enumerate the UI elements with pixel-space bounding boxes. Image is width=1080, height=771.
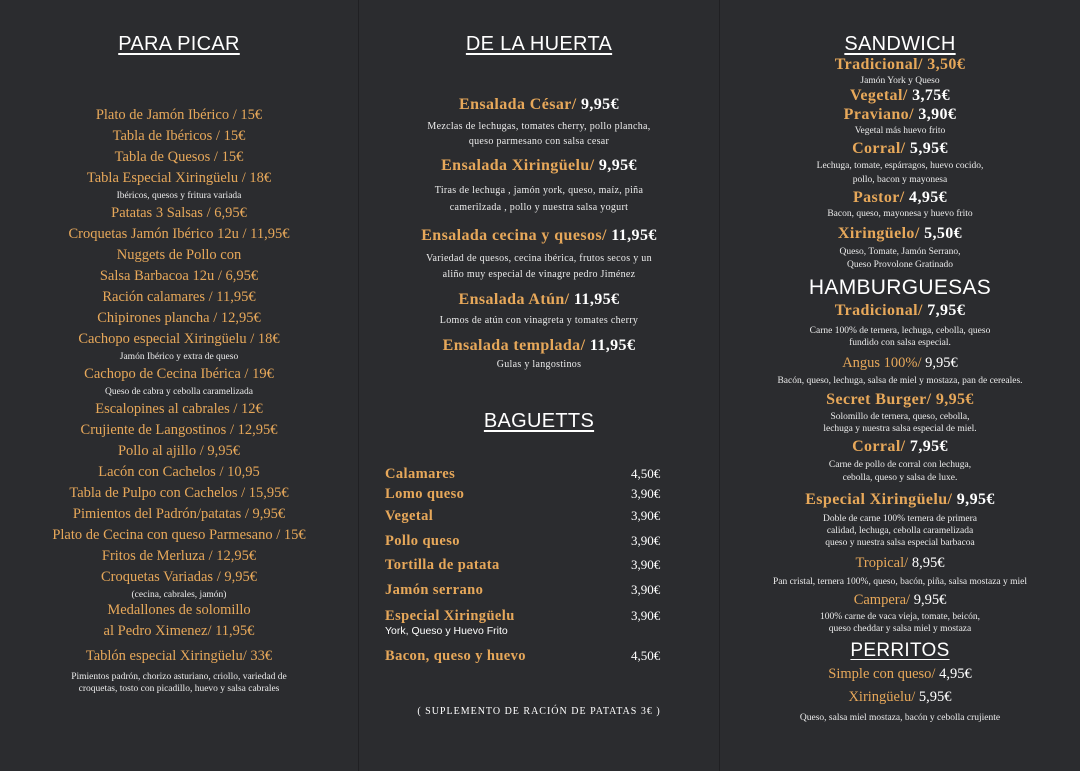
item-description: Pan cristal, ternera 100%, queso, bacón, piña, salsa mostaza y miel bbox=[772, 577, 1028, 587]
menu-item: Praviano/ 3,90€ bbox=[843, 106, 957, 123]
section-title: PERRITOS bbox=[850, 640, 950, 661]
item-description: camerilzada , pollo y nuestra salsa yogurt bbox=[449, 202, 629, 213]
item-description: queso parmesano con salsa cesar bbox=[468, 136, 610, 147]
item-description: cebolla, queso y salsa de luxe. bbox=[842, 473, 958, 483]
menu-item: Plato de Jamón Ibérico / 15€ bbox=[95, 107, 263, 123]
item-description: Carne 100% de ternera, lechuga, cebolla, queso bbox=[809, 326, 991, 336]
section-title: PARA PICAR bbox=[118, 33, 240, 55]
menu-item: Tabla Especial Xiringüelu / 18€ bbox=[86, 170, 272, 186]
item-description: (cecina, cabrales, jamón) bbox=[131, 590, 227, 600]
item-description: Pimientos padrón, chorizo asturiano, criollo, variedad de bbox=[71, 672, 287, 682]
item-description: queso cheddar y salsa miel y mostaza bbox=[828, 624, 972, 634]
menu-item: Xiringüelo/ 5,50€ bbox=[837, 225, 963, 242]
menu-item: Tabla de Quesos / 15€ bbox=[114, 149, 244, 165]
item-description: Mezclas de lechugas, tomates cherry, pollo plancha, bbox=[427, 121, 651, 132]
item-description: pollo, bacon y mayonesa bbox=[852, 175, 948, 185]
menu-item: Angus 100%/ 9,95€ bbox=[842, 355, 958, 371]
section-title: DE LA HUERTA bbox=[465, 33, 613, 55]
item-description: Variedad de quesos, cecina ibérica, frutos secos y un bbox=[426, 253, 652, 264]
menu-item: Escalopines al cabrales / 12€ bbox=[95, 401, 263, 417]
supplement-note: ( SUPLEMENTO DE RACIÓN DE PATATAS 3€ ) bbox=[417, 706, 661, 717]
item-description: Queso, Tomate, Jamón Serrano, bbox=[839, 247, 961, 257]
item-description: lechuga y nuestra salsa especial de miel. bbox=[823, 424, 977, 434]
menu-item: Ensalada Atún/ 11,95€ bbox=[458, 291, 620, 308]
menu-item: Crujiente de Langostinos / 12,95€ bbox=[80, 422, 278, 438]
section-title: HAMBURGUESAS bbox=[808, 276, 992, 299]
item-description: Queso Provolone Gratinado bbox=[846, 260, 954, 270]
menu-item: Tabla de Ibéricos / 15€ bbox=[112, 128, 246, 144]
menu-item: Tabla de Pulpo con Cachelos / 15,95€ bbox=[69, 485, 289, 501]
item-description: Ibéricos, quesos y fritura variada bbox=[116, 191, 242, 201]
menu-item: Simple con queso/ 4,95€ bbox=[828, 666, 972, 682]
menu-item: Vegetal/ 3,75€ bbox=[849, 87, 951, 104]
menu-item: Pollo al ajillo / 9,95€ bbox=[117, 443, 241, 459]
menu-item: Corral/ 7,95€ bbox=[852, 438, 948, 455]
item-description: Lomos de atún con vinagreta y tomates cherry bbox=[439, 315, 639, 326]
item-description: Lechuga, tomate, espárragos, huevo cocido, bbox=[816, 161, 984, 171]
item-description: Gulas y langostinos bbox=[496, 359, 582, 370]
menu-item: Campera/ 9,95€ bbox=[853, 592, 947, 608]
section-title: SANDWICH bbox=[844, 33, 956, 55]
item-description: Carne de pollo de corral con lechuga, bbox=[828, 460, 972, 470]
item-description: Solomillo de ternera, queso, cebolla, bbox=[830, 412, 970, 422]
item-description: 100% carne de vaca vieja, tomate, beicón, bbox=[819, 612, 981, 622]
menu-item: Pimientos del Padrón/patatas / 9,95€ bbox=[72, 506, 286, 522]
menu-item-line: Medallones de solomillo bbox=[107, 602, 251, 618]
menu-item: Tropical/ 8,95€ bbox=[855, 555, 945, 571]
menu-item: Patatas 3 Salsas / 6,95€ bbox=[111, 205, 247, 221]
menu-item: Salsa Barbacoa 12u / 6,95€ bbox=[99, 268, 259, 284]
item-description: Queso, salsa miel mostaza, bacón y cebolla crujiente bbox=[799, 713, 1001, 723]
menu-item: Especial Xiringüelu/ 9,95€ bbox=[805, 491, 995, 508]
item-description: Vegetal más huevo frito bbox=[854, 126, 946, 136]
menu-item: Cachopo de Cecina Ibérica / 19€ bbox=[84, 366, 274, 382]
item-description: queso y nuestra salsa especial barbacoa bbox=[825, 538, 975, 548]
item-description: Bacón, queso, lechuga, salsa de miel y mostaza, pan de cereales. bbox=[777, 376, 1023, 386]
menu-item: Croquetas Variadas / 9,95€ bbox=[101, 569, 257, 585]
menu-item: Xiringüelu/ 5,95€ bbox=[848, 689, 952, 705]
menu-item: al Pedro Ximenez/ 11,95€ bbox=[103, 623, 255, 639]
item-description: Queso de cabra y cebolla caramelizada bbox=[105, 387, 253, 397]
item-description: fundido con salsa especial. bbox=[849, 338, 951, 348]
menu-item: Ensalada Xiringüelu/ 9,95€ bbox=[441, 157, 637, 174]
menu-item: Ración calamares / 11,95€ bbox=[102, 289, 256, 305]
item-description: calidad, lechuga, cebolla caramelizada bbox=[826, 526, 974, 536]
item-description: croquetas, tosto con picadillo, huevo y salsa cabrales bbox=[78, 684, 280, 694]
menu-item: Lacón con Cachelos / 10,95 bbox=[98, 464, 260, 480]
menu-item: Cachopo especial Xiringüelu / 18€ bbox=[78, 331, 280, 347]
menu-item: Tradicional/ 3,50€ bbox=[834, 56, 966, 73]
menu-item: Ensalada templada/ 11,95€ bbox=[442, 337, 636, 354]
menu-item: Croquetas Jamón Ibérico 12u / 11,95€ bbox=[68, 226, 290, 242]
menu-item: Plato de Cecina con queso Parmesano / 15€ bbox=[52, 527, 306, 543]
item-description: Doble de carne 100% ternera de primera bbox=[822, 514, 978, 524]
menu-item: Corral/ 5,95€ bbox=[852, 140, 948, 157]
menu-item: Tablón especial Xiringüelu/ 33€ bbox=[85, 648, 273, 664]
item-description: Bacon, queso, mayonesa y huevo frito bbox=[827, 209, 973, 219]
item-description: Tiras de lechuga , jamón york, queso, maíz, piña bbox=[434, 185, 644, 196]
menu-item-line: Nuggets de Pollo con bbox=[116, 247, 242, 263]
item-description: Jamón Ibérico y extra de queso bbox=[119, 352, 239, 362]
menu-item: Ensalada cecina y quesos/ 11,95€ bbox=[421, 227, 657, 244]
menu-item: Secret Burger/ 9,95€ bbox=[826, 391, 974, 408]
item-subtitle: York, Queso y Huevo Frito bbox=[385, 625, 508, 637]
menu-item: Tradicional/ 7,95€ bbox=[834, 302, 966, 319]
section-title: BAGUETTS bbox=[483, 410, 595, 432]
item-description: aliño muy especial de vinagre pedro Jiménez bbox=[442, 269, 636, 280]
menu-item: Ensalada César/ 9,95€ bbox=[459, 96, 619, 113]
menu-item: Fritos de Merluza / 12,95€ bbox=[101, 548, 257, 564]
menu-item: Pastor/ 4,95€ bbox=[852, 189, 948, 206]
item-description: Jamón York y Queso bbox=[860, 76, 940, 86]
menu-item: Chipirones plancha / 12,95€ bbox=[97, 310, 261, 326]
